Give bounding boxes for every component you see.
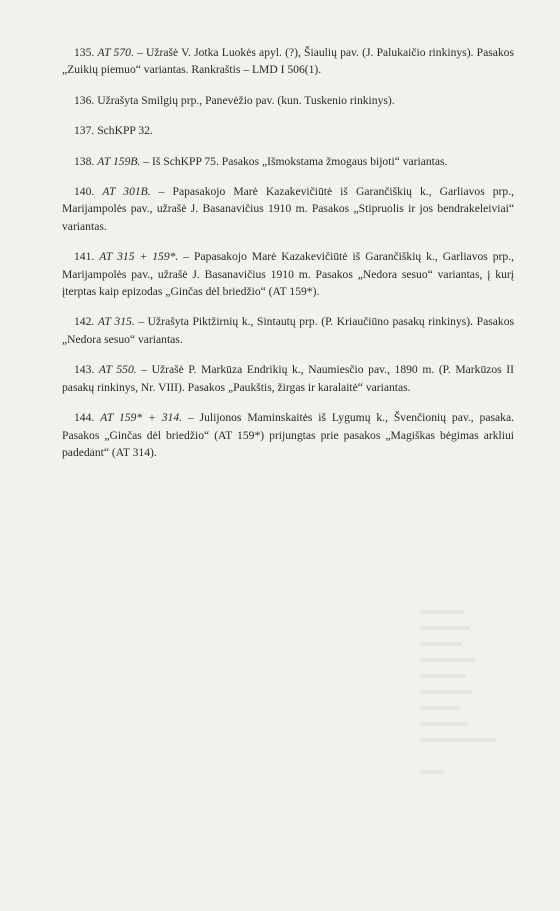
note-number: 138. — [74, 154, 95, 168]
note-text: – Užrašė P. Markūza Endrikių k., Naumiesčio pav., 1890 m. (P. Markūzos II pasakų rinkinys, Nr. VIII). Pasakos „Paukštis, žirgas ir karalaitė“ variantas. — [62, 363, 515, 394]
note-reference: AT 315. — [97, 315, 135, 329]
note-number: 144. — [74, 411, 95, 425]
note-reference: AT 301B. — [102, 185, 151, 199]
note-reference: AT 570. — [97, 46, 134, 59]
note-number: 135. — [74, 46, 95, 59]
note-142 — [62, 313, 514, 348]
note-143 — [62, 361, 514, 396]
note-reference: AT 550. — [98, 363, 137, 377]
note-144 — [62, 409, 514, 461]
note-137 — [62, 122, 514, 139]
note-135 — [62, 44, 514, 79]
note-136 — [62, 92, 514, 109]
note-reference: AT 159B. — [97, 154, 141, 168]
note-number: 141. — [74, 250, 95, 264]
note-text: – Užrašė V. Jotka Luokės apyl. (?), Šiaulių pav. (J. Palukaičio rinkinys). Pasakos „Zuikių piemuo“ variantas. Rankraštis – LMD I 506(1). — [62, 46, 514, 77]
note-text: – Papasakojo Marė Kazakevičiūtė iš Garančiškių k., Garliavos prp., Marijampolės pav., užrašė J. Basanavičius 1910 m. Pasakos „Stipruolis ir jos bendrakeleiviai“ variantas. — [62, 185, 514, 233]
notes-list — [62, 44, 514, 474]
note-number: 140. — [74, 185, 95, 199]
note-text: – Užrašyta Piktžirnių k., Sintautų prp. (P. Kriaučiūno pasakų rinkinys). Pasakos „Nedora sesuo“ variantas. — [62, 315, 515, 346]
note-number: 137. — [74, 124, 95, 138]
note-141 — [62, 248, 514, 300]
note-number: 136. — [74, 93, 95, 107]
note-138 — [62, 153, 514, 170]
note-text: SchKPP 32. — [97, 124, 153, 138]
note-reference: AT 159* + 314. — [100, 411, 183, 425]
note-text: – Papasakojo Marė Kazakevičiūtė iš Garančiškių k., Garliavos prp., Marijampolės pav., užrašė J. Basanavičius 1910 m. Pasakos „Nedora sesuo“ variantas, į kurį įterptas kaip epizodas „Ginčas dėl briedžio“ (AT 159*). — [62, 250, 515, 299]
note-number: 143. — [74, 363, 95, 377]
note-text: Užrašyta Smilgių prp., Panevėžio pav. (kun. Tuskenio rinkinys). — [97, 93, 395, 107]
show-through-text — [420, 610, 530, 840]
note-140 — [62, 183, 514, 235]
note-number: 142. — [74, 315, 95, 329]
note-text: – Iš SchKPP 75. Pasakos „Išmokstama žmogaus bijoti“ variantas. — [140, 154, 448, 168]
note-text: – Julijonos Maminskaitės iš Lygumų k., Švenčionių pav., pasaka. Pasakos „Ginčas dėl briedžio“ (AT 159*) prijungtas prie pasakos „Magiškas bėgimas arkliui padedant“ (AT 314). — [62, 411, 514, 459]
note-reference: AT 315 + 159*. — [99, 250, 179, 264]
